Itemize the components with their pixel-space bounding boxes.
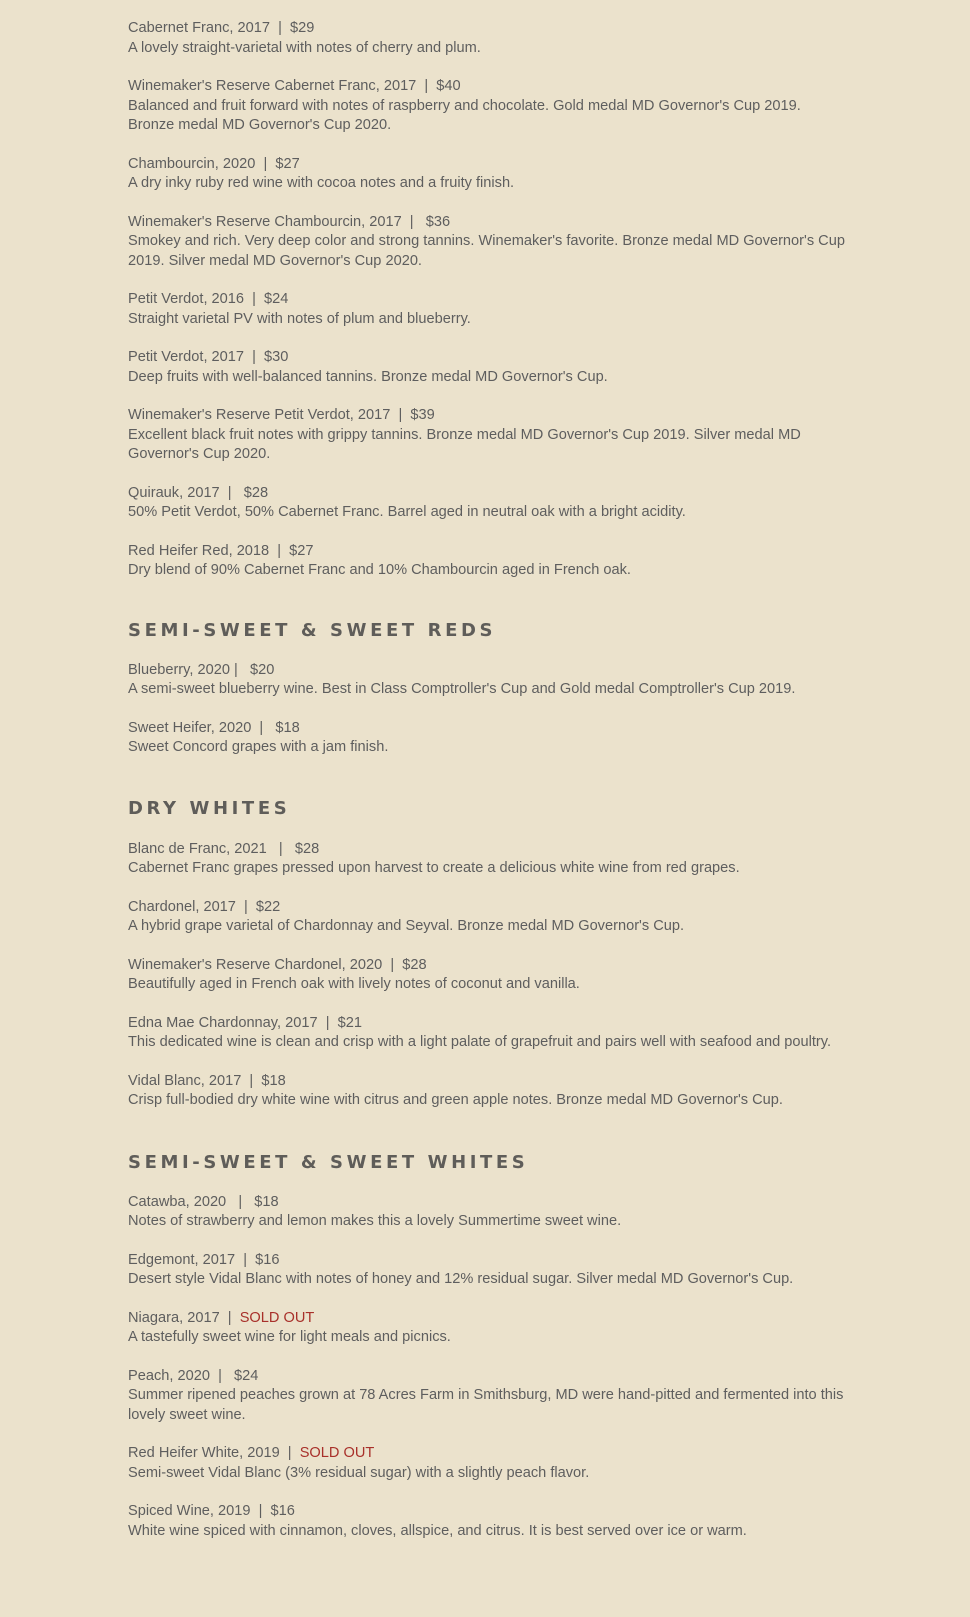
wine-item [128,290,848,329]
wine-description: A hybrid grape varietal of Chardonnay and Seyval. Bronze medal MD Governor's Cup. [128,918,685,934]
wine-title [128,348,848,368]
wine-item [128,898,848,937]
wine-name-price: Petit Verdot, 2017 | $30 [128,349,289,365]
wine-item [128,542,848,581]
wine-name-price: Blueberry, 2020 | $20 [128,661,275,678]
wine-item [128,484,848,523]
wine-title [128,719,848,739]
wine-name-price: Vidal Blanc, 2017 | $18 [128,1072,286,1089]
wine-item [128,1014,848,1053]
wine-item [128,348,848,387]
wine-title [128,1444,848,1464]
section-heading-sweet-whites: SEMI-SWEET & SWEET WHITES [128,1151,529,1173]
wine-item [128,1502,848,1541]
section-heading-dry-whites: DRY WHITES [128,797,291,819]
sweet-reds-list [128,661,848,758]
wine-item [128,1251,848,1290]
wine-name-price: Chardonel, 2017 | $22 [128,898,281,915]
wine-title [128,1367,848,1387]
section-heading-sweet-reds: SEMI-SWEET & SWEET REDS [128,619,497,641]
wine-title [128,19,848,39]
wine-item [128,956,848,995]
wine-description: Semi-sweet Vidal Blanc (3% residual sugar) with a slightly peach flavor. [128,1464,590,1481]
wine-title [128,1251,848,1271]
wine-name-price: Catawba, 2020 | $18 [128,1193,279,1210]
wine-item [128,1309,848,1348]
wine-item [128,719,848,758]
wine-name-price: Niagara, 2017 | [128,1309,240,1326]
wine-title [128,406,848,426]
wine-description: Balanced and fruit forward with notes of raspberry and chocolate. Gold medal MD Governor's Cup 2019. Bronze medal MD Governor's Cup 2020. [128,97,801,133]
wine-item [128,661,848,700]
wine-description: Excellent black fruit notes with grippy tannins. Bronze medal MD Governor's Cup 2019. Silver medal MD Governor's Cup 2020. [128,426,801,462]
wine-title [128,484,848,504]
wine-description: 50% Petit Verdot, 50% Cabernet Franc. Barrel aged in neutral oak with a bright acidity. [128,504,686,520]
wine-item [128,1072,848,1111]
wine-item [128,1367,848,1426]
wine-title [128,213,848,233]
wine-name-price: Chambourcin, 2020 | $27 [128,155,300,172]
wine-name-price: Blanc de Franc, 2021 | $28 [128,840,320,857]
wine-description: Cabernet Franc grapes pressed upon harvest to create a delicious white wine from red grapes. [128,860,740,876]
wine-name-price: Cabernet Franc, 2017 | $29 [128,20,315,36]
wine-item [128,840,848,879]
wine-name-price: Winemaker's Reserve Petit Verdot, 2017 | $39 [128,407,435,423]
wine-item [128,155,848,194]
wine-description: Beautifully aged in French oak with lively notes of coconut and vanilla. [128,976,580,992]
wine-item [128,77,848,136]
wine-item [128,213,848,272]
wine-title [128,898,848,918]
wine-title [128,1502,848,1522]
wine-description: A semi-sweet blueberry wine. Best in Class Comptroller's Cup and Gold medal Comptroller's Cup 2019. [128,681,796,697]
wine-title [128,542,848,562]
sold-out-label: SOLD OUT [239,1309,315,1326]
wine-title [128,290,848,310]
sweet-whites-list [128,1193,848,1542]
wine-description: Dry blend of 90% Cabernet Franc and 10% Chambourcin aged in French oak. [128,562,631,578]
wine-description: Deep fruits with well-balanced tannins. Bronze medal MD Governor's Cup. [128,368,608,385]
wine-name-price: Winemaker's Reserve Cabernet Franc, 2017 | $40 [128,78,461,94]
wine-title [128,1014,848,1034]
dry-reds-list [128,19,848,581]
wine-name-price: Winemaker's Reserve Chardonel, 2020 | $28 [128,956,427,973]
wine-title [128,840,848,860]
wine-item [128,406,848,465]
wine-item [128,1444,848,1483]
wine-name-price: Petit Verdot, 2016 | $24 [128,291,289,307]
wine-name-price: Edna Mae Chardonnay, 2017 | $21 [128,1014,362,1031]
wine-title [128,77,848,97]
wine-description: Crisp full-bodied dry white wine with citrus and green apple notes. Bronze medal MD Governor's Cup. [128,1092,783,1108]
wine-item [128,1193,848,1232]
wine-name-price: Red Heifer Red, 2018 | $27 [128,542,314,559]
wine-name-price: Peach, 2020 | $24 [128,1367,259,1384]
wine-name-price: Winemaker's Reserve Chambourcin, 2017 | $36 [128,213,451,230]
dry-whites-list [128,840,848,1111]
wine-description: Sweet Concord grapes with a jam finish. [128,739,389,755]
wine-description: A lovely straight-varietal with notes of cherry and plum. [128,39,481,56]
wine-title [128,1193,848,1213]
wine-name-price: Spiced Wine, 2019 | $16 [128,1503,295,1519]
wine-title [128,956,848,976]
wine-description: A tastefully sweet wine for light meals and picnics. [128,1329,451,1345]
wine-description: Straight varietal PV with notes of plum and blueberry. [128,310,471,327]
wine-description: Notes of strawberry and lemon makes this a lovely Summertime sweet wine. [128,1213,622,1229]
wine-description: Summer ripened peaches grown at 78 Acres Farm in Smithsburg, MD were hand-pitted and fermented into this lovely sweet wine. [128,1387,844,1423]
wine-description: White wine spiced with cinnamon, cloves, allspice, and citrus. It is best served over ice or warm. [128,1522,747,1539]
wine-description: This dedicated wine is clean and crisp with a light palate of grapefruit and pairs well with seafood and poultry. [128,1034,832,1050]
wine-title [128,1309,848,1329]
wine-item [128,19,848,58]
wine-name-price: Red Heifer White, 2019 | [128,1445,300,1461]
wine-menu [128,19,848,1560]
wine-title [128,661,848,681]
wine-description: Smokey and rich. Very deep color and strong tannins. Winemaker's favorite. Bronze medal MD Governor's Cup 2019. Silver medal MD Governor's Cup 2020. [128,233,845,269]
wine-name-price: Edgemont, 2017 | $16 [128,1251,280,1268]
wine-description: Desert style Vidal Blanc with notes of honey and 12% residual sugar. Silver medal MD Governor's Cup. [128,1271,794,1287]
wine-name-price: Sweet Heifer, 2020 | $18 [128,719,300,736]
sold-out-label: SOLD OUT [299,1445,375,1461]
wine-name-price: Quirauk, 2017 | $28 [128,484,269,501]
wine-title [128,1072,848,1092]
wine-title [128,155,848,175]
wine-description: A dry inky ruby red wine with cocoa notes and a fruity finish. [128,175,515,191]
